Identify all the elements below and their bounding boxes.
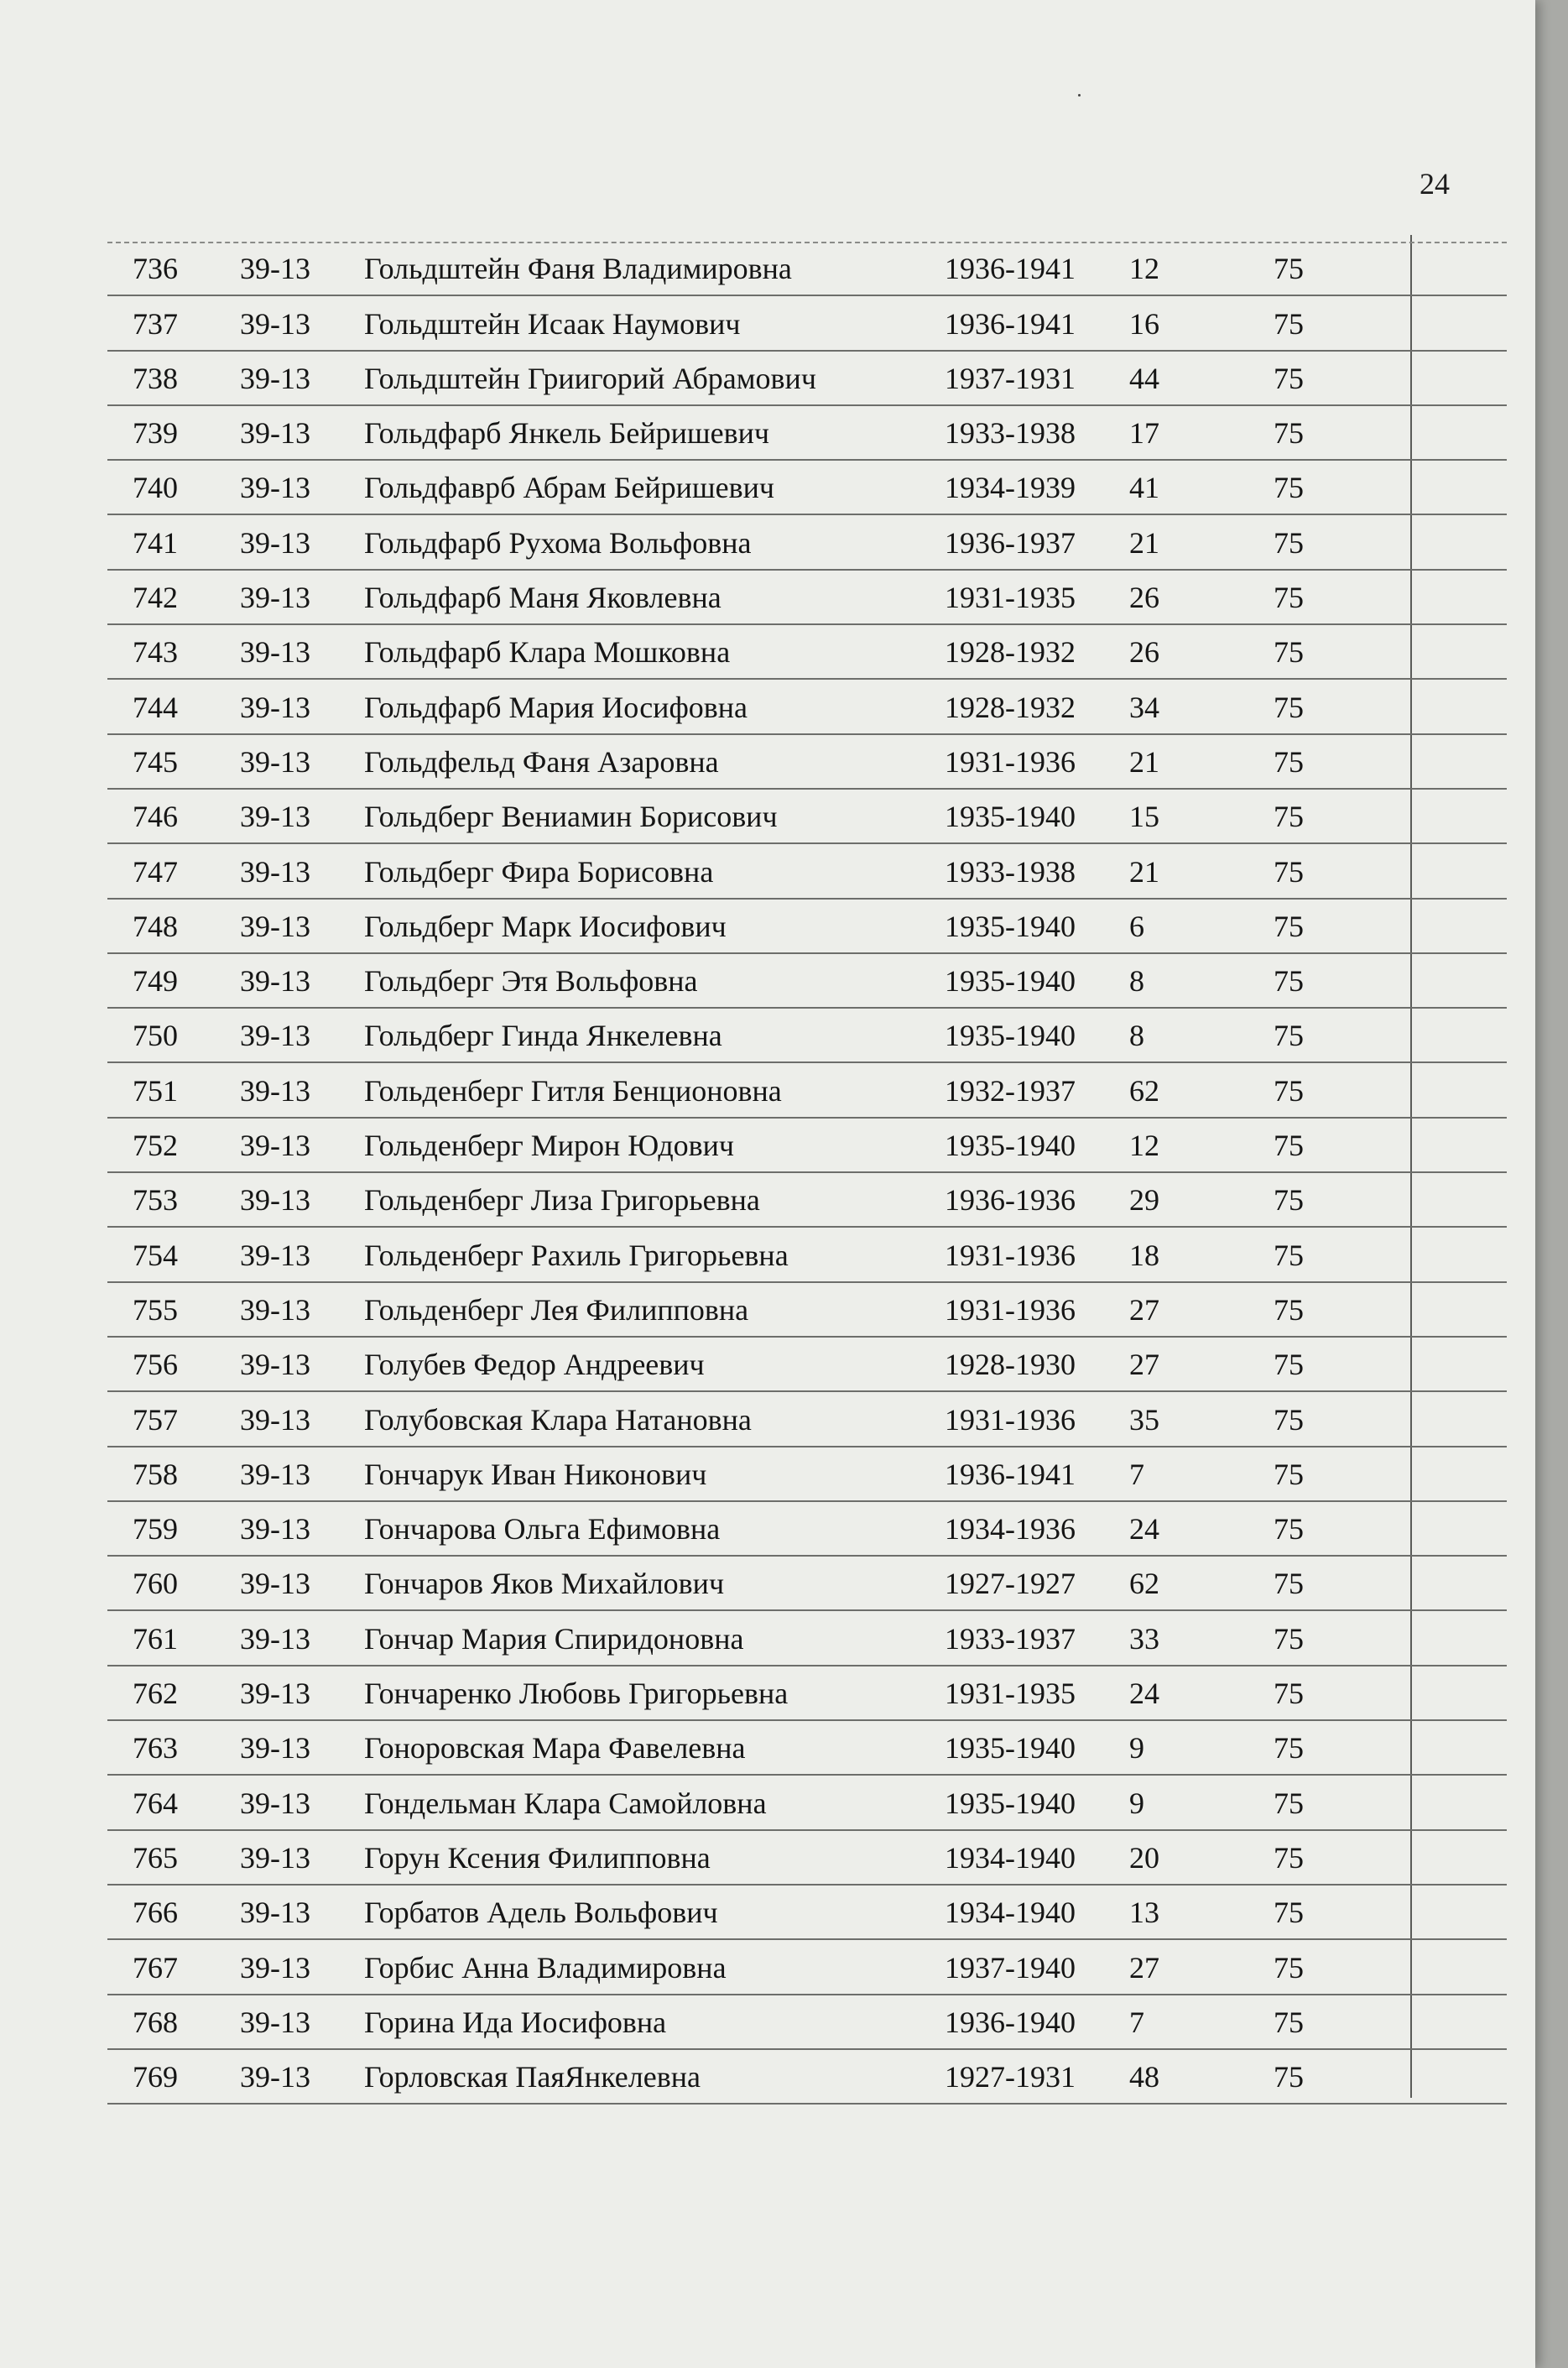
record-age: 8 xyxy=(1129,1019,1144,1053)
table-row xyxy=(107,242,1507,296)
record-name: Гольдберг Этя Вольфовна xyxy=(364,964,698,999)
record-name: Гольдфарб Рухома Вольфовна xyxy=(364,525,752,560)
record-value: 75 xyxy=(1274,1292,1304,1327)
record-code: 39-13 xyxy=(240,416,310,451)
record-years: 1927-1927 xyxy=(945,1567,1076,1601)
record-age: 62 xyxy=(1129,1567,1159,1601)
table-row xyxy=(107,1283,1507,1338)
table-row xyxy=(107,625,1507,680)
record-name: Гольдштейн Гриигорий Абрамович xyxy=(364,361,816,395)
record-code: 39-13 xyxy=(240,800,310,834)
record-number: 762 xyxy=(133,1677,178,1711)
record-number: 760 xyxy=(133,1567,178,1601)
record-code: 39-13 xyxy=(240,1786,310,1820)
table-row xyxy=(107,1228,1507,1282)
record-age: 35 xyxy=(1129,1402,1159,1437)
record-code: 39-13 xyxy=(240,471,310,505)
record-name: Горловская ПаяЯнкелевна xyxy=(364,2060,701,2094)
record-years: 1934-1940 xyxy=(945,1840,1076,1875)
record-name: Голубовская Клара Натановна xyxy=(364,1402,752,1437)
table-row xyxy=(107,2050,1507,2105)
record-number: 754 xyxy=(133,1238,178,1272)
record-code: 39-13 xyxy=(240,1129,310,1163)
record-value: 75 xyxy=(1274,1129,1304,1163)
record-age: 29 xyxy=(1129,1183,1159,1218)
table-row xyxy=(107,1502,1507,1557)
record-number: 765 xyxy=(133,1840,178,1875)
record-years: 1934-1939 xyxy=(945,471,1076,505)
record-code: 39-13 xyxy=(240,1677,310,1711)
record-age: 12 xyxy=(1129,252,1159,286)
record-years: 1931-1936 xyxy=(945,1292,1076,1327)
table-row xyxy=(107,352,1507,406)
table-row xyxy=(107,1173,1507,1228)
record-value: 75 xyxy=(1274,1621,1304,1656)
record-number: 741 xyxy=(133,525,178,560)
record-number: 737 xyxy=(133,306,178,341)
record-code: 39-13 xyxy=(240,1731,310,1766)
table-row xyxy=(107,1119,1507,1173)
record-code: 39-13 xyxy=(240,854,310,889)
record-years: 1933-1938 xyxy=(945,854,1076,889)
record-years: 1936-1941 xyxy=(945,306,1076,341)
record-number: 738 xyxy=(133,361,178,395)
table-row xyxy=(107,954,1507,1009)
record-years: 1928-1932 xyxy=(945,635,1076,670)
record-name: Гончарук Иван Никонович xyxy=(364,1457,707,1491)
record-number: 740 xyxy=(133,471,178,505)
record-value: 75 xyxy=(1274,1840,1304,1875)
record-value: 75 xyxy=(1274,744,1304,779)
table-row xyxy=(107,735,1507,790)
record-name: Гольдфаврб Абрам Бейришевич xyxy=(364,471,774,505)
record-name: Гоноровская Мара Фавелевна xyxy=(364,1731,746,1766)
record-name: Гольдфарб Мария Иосифовна xyxy=(364,690,748,724)
table-row xyxy=(107,1995,1507,2050)
record-number: 748 xyxy=(133,909,178,943)
record-code: 39-13 xyxy=(240,252,310,286)
record-name: Гольдштейн Фаня Владимировна xyxy=(364,252,792,286)
record-number: 756 xyxy=(133,1348,178,1382)
record-name: Гольдберг Фира Борисовна xyxy=(364,854,714,889)
record-age: 9 xyxy=(1129,1786,1144,1820)
record-number: 761 xyxy=(133,1621,178,1656)
table-row xyxy=(107,515,1507,570)
record-number: 767 xyxy=(133,1950,178,1985)
record-value: 75 xyxy=(1274,1402,1304,1437)
record-number: 759 xyxy=(133,1512,178,1547)
record-age: 34 xyxy=(1129,690,1159,724)
record-name: Гольденберг Лея Филипповна xyxy=(364,1292,749,1327)
record-number: 769 xyxy=(133,2060,178,2094)
table-row xyxy=(107,1009,1507,1063)
record-age: 6 xyxy=(1129,909,1144,943)
record-number: 766 xyxy=(133,1896,178,1930)
record-years: 1931-1935 xyxy=(945,1677,1076,1711)
record-years: 1935-1940 xyxy=(945,1786,1076,1820)
record-code: 39-13 xyxy=(240,1621,310,1656)
table-row xyxy=(107,790,1507,844)
record-table xyxy=(107,242,1507,2105)
record-code: 39-13 xyxy=(240,909,310,943)
record-value: 75 xyxy=(1274,2060,1304,2094)
table-row xyxy=(107,1721,1507,1776)
record-age: 9 xyxy=(1129,1731,1144,1766)
table-row xyxy=(107,1831,1507,1886)
record-number: 746 xyxy=(133,800,178,834)
record-number: 739 xyxy=(133,416,178,451)
table-row xyxy=(107,1611,1507,1666)
record-name: Гольденберг Рахиль Григорьевна xyxy=(364,1238,789,1272)
paper-speck xyxy=(1078,94,1081,96)
record-years: 1936-1936 xyxy=(945,1183,1076,1218)
record-name: Гольдфарб Клара Мошковна xyxy=(364,635,731,670)
record-value: 75 xyxy=(1274,909,1304,943)
record-number: 749 xyxy=(133,964,178,999)
record-name: Гончарова Ольга Ефимовна xyxy=(364,1512,721,1547)
record-code: 39-13 xyxy=(240,1348,310,1382)
record-code: 39-13 xyxy=(240,1402,310,1437)
record-years: 1935-1940 xyxy=(945,1019,1076,1053)
table-row xyxy=(107,1338,1507,1392)
table-row xyxy=(107,1886,1507,1940)
page-number: 24 xyxy=(1420,167,1450,201)
record-age: 33 xyxy=(1129,1621,1159,1656)
record-value: 75 xyxy=(1274,471,1304,505)
record-years: 1928-1932 xyxy=(945,690,1076,724)
record-value: 75 xyxy=(1274,1073,1304,1108)
record-value: 75 xyxy=(1274,1238,1304,1272)
record-years: 1935-1940 xyxy=(945,964,1076,999)
record-number: 751 xyxy=(133,1073,178,1108)
record-code: 39-13 xyxy=(240,690,310,724)
record-age: 24 xyxy=(1129,1512,1159,1547)
record-code: 39-13 xyxy=(240,1896,310,1930)
record-value: 75 xyxy=(1274,1183,1304,1218)
record-name: Гончаров Яков Михайлович xyxy=(364,1567,725,1601)
record-code: 39-13 xyxy=(240,2060,310,2094)
record-years: 1931-1936 xyxy=(945,1238,1076,1272)
record-years: 1934-1936 xyxy=(945,1512,1076,1547)
record-number: 744 xyxy=(133,690,178,724)
table-row xyxy=(107,1063,1507,1118)
record-years: 1936-1941 xyxy=(945,1457,1076,1491)
record-years: 1933-1937 xyxy=(945,1621,1076,1656)
record-age: 7 xyxy=(1129,2005,1144,2039)
record-number: 736 xyxy=(133,252,178,286)
record-value: 75 xyxy=(1274,1567,1304,1601)
record-name: Гольдфарб Янкель Бейришевич xyxy=(364,416,769,451)
record-value: 75 xyxy=(1274,2005,1304,2039)
record-years: 1932-1937 xyxy=(945,1073,1076,1108)
table-row xyxy=(107,1666,1507,1721)
record-value: 75 xyxy=(1274,1950,1304,1985)
table-row xyxy=(107,1392,1507,1447)
record-years: 1935-1940 xyxy=(945,800,1076,834)
record-age: 62 xyxy=(1129,1073,1159,1108)
record-age: 21 xyxy=(1129,854,1159,889)
record-number: 755 xyxy=(133,1292,178,1327)
record-code: 39-13 xyxy=(240,1950,310,1985)
record-value: 75 xyxy=(1274,306,1304,341)
table-row xyxy=(107,296,1507,351)
table-row xyxy=(107,1557,1507,1611)
record-age: 8 xyxy=(1129,964,1144,999)
record-name: Гончаренко Любовь Григорьевна xyxy=(364,1677,789,1711)
record-code: 39-13 xyxy=(240,635,310,670)
record-age: 12 xyxy=(1129,1129,1159,1163)
record-years: 1934-1940 xyxy=(945,1896,1076,1930)
table-row xyxy=(107,900,1507,954)
record-age: 26 xyxy=(1129,635,1159,670)
record-name: Гондельман Клара Самойловна xyxy=(364,1786,767,1820)
record-name: Горина Ида Иосифовна xyxy=(364,2005,667,2039)
record-value: 75 xyxy=(1274,964,1304,999)
record-years: 1935-1940 xyxy=(945,909,1076,943)
record-years: 1936-1941 xyxy=(945,252,1076,286)
record-number: 747 xyxy=(133,854,178,889)
record-code: 39-13 xyxy=(240,525,310,560)
table-row xyxy=(107,1940,1507,1995)
record-years: 1937-1940 xyxy=(945,1950,1076,1985)
record-age: 44 xyxy=(1129,361,1159,395)
record-code: 39-13 xyxy=(240,1457,310,1491)
record-age: 18 xyxy=(1129,1238,1159,1272)
record-number: 752 xyxy=(133,1129,178,1163)
record-age: 16 xyxy=(1129,306,1159,341)
record-name: Горун Ксения Филипповна xyxy=(364,1840,711,1875)
record-value: 75 xyxy=(1274,525,1304,560)
table-row xyxy=(107,1776,1507,1830)
record-value: 75 xyxy=(1274,1677,1304,1711)
record-value: 75 xyxy=(1274,1019,1304,1053)
table-row xyxy=(107,844,1507,899)
record-age: 26 xyxy=(1129,581,1159,615)
record-code: 39-13 xyxy=(240,1292,310,1327)
record-code: 39-13 xyxy=(240,1019,310,1053)
record-number: 753 xyxy=(133,1183,178,1218)
record-code: 39-13 xyxy=(240,1238,310,1272)
record-name: Горбис Анна Владимировна xyxy=(364,1950,727,1985)
record-code: 39-13 xyxy=(240,1567,310,1601)
record-code: 39-13 xyxy=(240,581,310,615)
record-years: 1928-1930 xyxy=(945,1348,1076,1382)
table-row xyxy=(107,1447,1507,1502)
record-code: 39-13 xyxy=(240,2005,310,2039)
record-name: Гончар Мария Спиридоновна xyxy=(364,1621,744,1656)
record-name: Гольдберг Вениамин Борисович xyxy=(364,800,778,834)
record-number: 750 xyxy=(133,1019,178,1053)
record-value: 75 xyxy=(1274,635,1304,670)
record-code: 39-13 xyxy=(240,361,310,395)
record-number: 743 xyxy=(133,635,178,670)
table-row xyxy=(107,680,1507,734)
table-row xyxy=(107,406,1507,461)
record-age: 7 xyxy=(1129,1457,1144,1491)
record-name: Гольдштейн Исаак Наумович xyxy=(364,306,741,341)
record-age: 13 xyxy=(1129,1896,1159,1930)
table-row xyxy=(107,461,1507,515)
record-name: Голубев Федор Андреевич xyxy=(364,1348,705,1382)
record-years: 1931-1935 xyxy=(945,581,1076,615)
record-name: Гольденберг Мирон Юдович xyxy=(364,1129,735,1163)
record-code: 39-13 xyxy=(240,1840,310,1875)
record-years: 1936-1940 xyxy=(945,2005,1076,2039)
record-number: 757 xyxy=(133,1402,178,1437)
record-code: 39-13 xyxy=(240,744,310,779)
record-value: 75 xyxy=(1274,1731,1304,1766)
record-value: 75 xyxy=(1274,1348,1304,1382)
record-name: Гольденберг Гитля Бенционовна xyxy=(364,1073,782,1108)
record-years: 1935-1940 xyxy=(945,1731,1076,1766)
record-value: 75 xyxy=(1274,1512,1304,1547)
record-number: 764 xyxy=(133,1786,178,1820)
record-name: Гольдберг Марк Иосифович xyxy=(364,909,727,943)
record-age: 15 xyxy=(1129,800,1159,834)
record-number: 768 xyxy=(133,2005,178,2039)
record-age: 21 xyxy=(1129,525,1159,560)
record-years: 1935-1940 xyxy=(945,1129,1076,1163)
record-age: 27 xyxy=(1129,1950,1159,1985)
record-years: 1937-1931 xyxy=(945,361,1076,395)
record-value: 75 xyxy=(1274,690,1304,724)
record-code: 39-13 xyxy=(240,1073,310,1108)
record-years: 1933-1938 xyxy=(945,416,1076,451)
record-code: 39-13 xyxy=(240,964,310,999)
record-years: 1931-1936 xyxy=(945,1402,1076,1437)
record-value: 75 xyxy=(1274,854,1304,889)
record-value: 75 xyxy=(1274,800,1304,834)
record-age: 20 xyxy=(1129,1840,1159,1875)
record-name: Гольдфельд Фаня Азаровна xyxy=(364,744,719,779)
record-value: 75 xyxy=(1274,581,1304,615)
record-name: Гольденберг Лиза Григорьевна xyxy=(364,1183,760,1218)
record-name: Гольдфарб Маня Яковлевна xyxy=(364,581,721,615)
record-value: 75 xyxy=(1274,361,1304,395)
record-years: 1931-1936 xyxy=(945,744,1076,779)
record-age: 21 xyxy=(1129,744,1159,779)
record-code: 39-13 xyxy=(240,306,310,341)
record-years: 1936-1937 xyxy=(945,525,1076,560)
record-age: 41 xyxy=(1129,471,1159,505)
record-number: 745 xyxy=(133,744,178,779)
table-row xyxy=(107,571,1507,625)
record-name: Горбатов Адель Вольфович xyxy=(364,1896,718,1930)
record-value: 75 xyxy=(1274,252,1304,286)
record-number: 763 xyxy=(133,1731,178,1766)
record-name: Гольдберг Гинда Янкелевна xyxy=(364,1019,722,1053)
record-years: 1927-1931 xyxy=(945,2060,1076,2094)
record-code: 39-13 xyxy=(240,1512,310,1547)
record-number: 742 xyxy=(133,581,178,615)
record-age: 27 xyxy=(1129,1292,1159,1327)
record-age: 48 xyxy=(1129,2060,1159,2094)
record-value: 75 xyxy=(1274,1786,1304,1820)
record-age: 17 xyxy=(1129,416,1159,451)
record-age: 27 xyxy=(1129,1348,1159,1382)
record-number: 758 xyxy=(133,1457,178,1491)
record-age: 24 xyxy=(1129,1677,1159,1711)
record-value: 75 xyxy=(1274,416,1304,451)
record-code: 39-13 xyxy=(240,1183,310,1218)
record-value: 75 xyxy=(1274,1896,1304,1930)
record-value: 75 xyxy=(1274,1457,1304,1491)
